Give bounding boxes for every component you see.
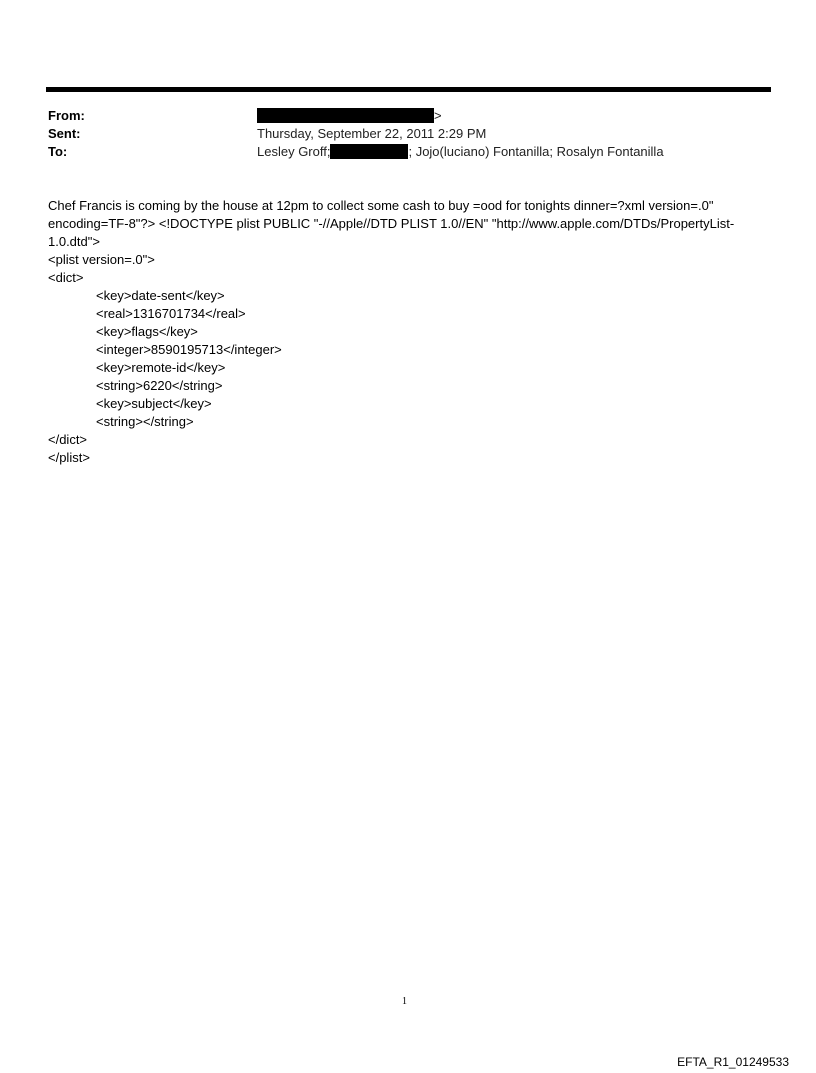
- body-line: <key>subject</key>: [96, 396, 212, 411]
- to-row: [48, 143, 778, 161]
- body-line: <string></string>: [96, 414, 194, 429]
- sent-value: Thursday, September 22, 2011 2:29 PM: [257, 126, 487, 141]
- message-body: [48, 197, 772, 467]
- sent-row: [48, 125, 778, 143]
- sent-label: Sent:: [48, 126, 81, 141]
- document-id: EFTA_R1_01249533: [677, 1055, 789, 1069]
- redaction-box: [257, 108, 434, 123]
- to-prefix: Lesley Groff;: [257, 144, 331, 159]
- body-line: <key>flags</key>: [96, 324, 198, 339]
- to-suffix: ; Jojo(luciano) Fontanilla; Rosalyn Fontanilla: [408, 144, 664, 159]
- body-line: <real>1316701734</real>: [96, 306, 246, 321]
- body-line: <plist version=.0">: [48, 252, 155, 267]
- from-row: [48, 107, 778, 125]
- page-number: 1: [402, 996, 407, 1007]
- body-line: <dict>: [48, 270, 84, 285]
- body-line: <key>remote-id</key>: [96, 360, 226, 375]
- header-divider: [46, 87, 771, 92]
- to-label: To:: [48, 144, 68, 159]
- body-line: <key>date-sent</key>: [96, 288, 225, 303]
- from-label: From:: [48, 108, 85, 123]
- to-value: [257, 143, 664, 161]
- body-line: </plist>: [48, 450, 90, 465]
- body-line: Chef Francis is coming by the house at 12pm to collect some cash to buy =ood for tonights dinner=?xml version=.0": [48, 198, 714, 213]
- body-line: 1.0.dtd">: [48, 234, 100, 249]
- from-value: [257, 107, 442, 125]
- redaction-box: [330, 144, 408, 159]
- body-line: <integer>8590195713</integer>: [96, 342, 282, 357]
- body-line: </dict>: [48, 432, 88, 447]
- body-line: encoding=TF-8"?> <!DOCTYPE plist PUBLIC "-//Apple//DTD PLIST 1.0//EN" "http://www.apple.com/DTDs/PropertyList-: [48, 216, 735, 231]
- body-line: <string>6220</string>: [96, 378, 223, 393]
- from-suffix: >: [434, 108, 442, 123]
